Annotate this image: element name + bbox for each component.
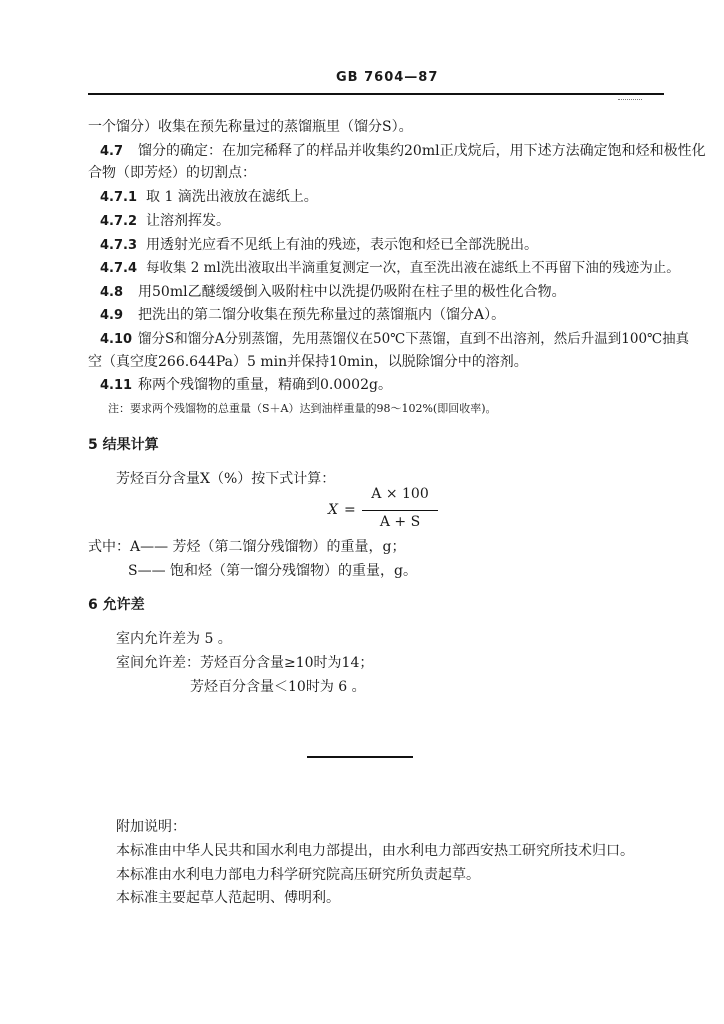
interlab-tolerance-high: 室间允许差：芳烃百分含量≥10时为14； xyxy=(116,655,374,671)
fraction-bar xyxy=(362,510,438,511)
standard-code: GB 7604—87 xyxy=(336,70,439,85)
clause-4-7-continuation: 合物（即芳烃）的切割点： xyxy=(88,165,256,181)
clause-number: 4.7.3 xyxy=(100,238,138,253)
formula-numerator: A × 100 xyxy=(371,486,429,502)
clause-text: 用50ml乙醚缓缓倒入吸附柱中以洗提仍吸附在柱子里的极性化合物。 xyxy=(138,284,566,300)
clause-4-7-4 xyxy=(100,259,680,278)
clause-text: 把洗出的第二馏分收集在预先称量过的蒸馏瓶内（馏分A）。 xyxy=(138,307,506,323)
clause-number: 4.9 xyxy=(100,308,124,323)
section-5-intro: 芳烃百分含量X（%）按下式计算： xyxy=(116,471,336,487)
clause-text: 称两个残馏物的重量，精确到0.0002g。 xyxy=(138,377,392,393)
appendix-proposer: 本标准由中华人民共和国水利电力部提出，由水利电力部西安热工研究所技术归口。 xyxy=(116,843,634,859)
clause-text: 馏分的确定：在加完稀释了的样品并收集约20ml正戊烷后，用下述方法确定饱和烃和极性化 xyxy=(138,143,706,159)
end-of-standard-rule xyxy=(307,756,413,758)
clause-text: 用透射光应看不见纸上有油的残迹，表示饱和烃已全部洗脱出。 xyxy=(146,237,538,253)
where-a-definition: 式中：A—— 芳烃（第二馏分残馏物）的重量，g； xyxy=(88,539,406,555)
note-recovery: 注：要求两个残馏物的总重量（S＋A）达到油样重量的98～102%(即回收率)。 xyxy=(108,402,497,415)
clause-4-7 xyxy=(100,142,706,161)
clause-4-10 xyxy=(100,330,689,349)
clause-4-7-1 xyxy=(100,188,318,207)
appendix-title: 附加说明： xyxy=(116,819,186,835)
clause-number: 4.7 xyxy=(100,144,124,159)
clause-4-8 xyxy=(100,283,566,302)
header-rule xyxy=(88,93,664,95)
clause-text: 每收集 2 ml洗出液取出半滴重复测定一次，直至洗出液在滤纸上不再留下油的残迹为止。 xyxy=(146,260,680,276)
header-scan-mark xyxy=(618,99,642,101)
clause-4-11 xyxy=(100,376,392,395)
clause-text: 馏分S和馏分A分别蒸馏，先用蒸馏仪在50℃下蒸馏，直到不出溶剂，然后升温到100℃抽真 xyxy=(138,331,690,347)
interlab-tolerance-low: 芳烃百分含量＜10时为 6 。 xyxy=(190,679,366,695)
clause-number: 4.7.2 xyxy=(100,214,138,229)
intralab-tolerance: 室内允许差为 5 。 xyxy=(116,631,232,647)
formula-lhs: X xyxy=(328,502,338,518)
formula-equals: = xyxy=(344,502,356,518)
appendix-drafter: 本标准由水利电力部电力科学研究院高压研究所负责起草。 xyxy=(116,867,480,883)
clause-4-6-continuation: 一个馏分）收集在预先称量过的蒸馏瓶里（馏分S）。 xyxy=(88,119,413,135)
clause-text: 取 1 滴洗出液放在滤纸上。 xyxy=(146,189,318,205)
appendix-authors: 本标准主要起草人范起明、傅明利。 xyxy=(116,890,340,906)
clause-text: 让溶剂挥发。 xyxy=(146,213,230,229)
where-s-definition: S—— 饱和烃（第一馏分残馏物）的重量，g。 xyxy=(128,563,418,579)
clause-number: 4.10 xyxy=(100,332,133,347)
clause-number: 4.7.4 xyxy=(100,261,138,276)
section-5-title: 5 结果计算 xyxy=(88,437,159,453)
clause-number: 4.11 xyxy=(100,378,133,393)
clause-4-9 xyxy=(100,306,505,325)
clause-number: 4.8 xyxy=(100,285,124,300)
clause-4-7-2 xyxy=(100,212,230,231)
section-6-title: 6 允许差 xyxy=(88,597,145,613)
formula-denominator: A + S xyxy=(379,514,421,530)
aromatic-percentage-formula xyxy=(328,486,438,534)
clause-4-10-continuation: 空（真空度266.644Pa）5 min并保持10min，以脱除馏分中的溶剂。 xyxy=(88,354,528,370)
clause-number: 4.7.1 xyxy=(100,190,138,205)
clause-4-7-3 xyxy=(100,236,538,255)
